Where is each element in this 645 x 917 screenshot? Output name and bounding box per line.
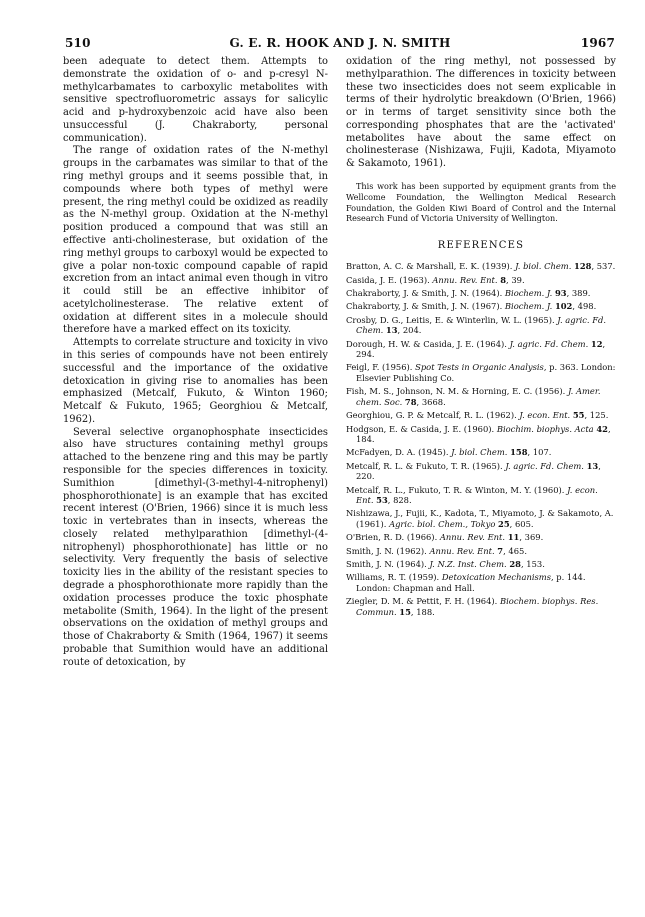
reference-pages: , p. 363. London: Elsevier Publishing Co. (356, 362, 616, 383)
reference-entry (346, 362, 616, 383)
reference-pages: , 294. (356, 338, 606, 360)
reference-authors: Metcalf, R. L. & Fukuto, T. R. (1965). (346, 460, 503, 471)
reference-journal: J. econ. Ent. (356, 484, 598, 505)
reference-volume: 13 (385, 325, 398, 336)
reference-journal: Annu. Rev. Ent. (429, 545, 495, 556)
reference-pages: , 188. (410, 606, 435, 617)
reference-entry (346, 288, 616, 298)
reference-authors: Crosby, D. G., Leitis, E. & Winterlin, W. L. (1965). (346, 314, 555, 325)
reference-entry (346, 410, 616, 420)
references-list (346, 261, 616, 617)
reference-pages: , 465. (503, 545, 527, 556)
reference-entry (346, 596, 616, 617)
reference-volume: 158 (510, 447, 528, 458)
reference-volume: 128 (574, 261, 592, 272)
reference-authors: Smith, J. N. (1964). (346, 558, 427, 569)
reference-pages: , 153. (520, 558, 545, 569)
reference-pages: , 537. (591, 261, 616, 272)
reference-entry (346, 315, 616, 336)
reference-authors: Casida, J. E. (1963). (346, 274, 430, 285)
body-paragraph: The range of oxidation rates of the N-methyl groups in the carbamates was similar to that of the ring methyl groups and it seems possible that, in compounds where both types of methyl were present, the ring methyl could be oxidized as readily as the N-methyl group. Oxidation at the N-methyl position produced a compound that was still an effective anti-cholinesterase, but oxidation of the ring methyl groups to carboxyl would be expected to give a polar non-toxic compound capable of rapid excretion from an intact animal even though in vitro it could still be an effective inhibitor of acetylcholinesterase. The relative extent of oxidation at different sites in a molecule should therefore have a marked effect on its toxicity. (63, 145, 328, 336)
running-header (65, 36, 615, 52)
reference-journal: Biochem. J. (504, 288, 553, 299)
reference-pages: , 828. (387, 494, 412, 505)
reference-authors: Bratton, A. C. & Marshall, E. K. (1939). (346, 261, 513, 272)
reference-journal: J. econ. Ent. (519, 410, 571, 421)
reference-pages: , 184. (356, 423, 611, 444)
reference-volume: 53 (376, 494, 388, 505)
publication-year: 1967 (580, 36, 615, 50)
reference-journal: J. agric. Fd. Chem. (505, 460, 584, 471)
reference-pages: , 107. (527, 447, 552, 458)
reference-pages: , p. 144. London: Chapman and Hall. (356, 572, 586, 593)
reference-journal: Spot Tests in Organic Analysis (415, 362, 544, 373)
reference-authors: Ziegler, D. M. & Pettit, F. H. (1964). (346, 596, 498, 607)
reference-volume: 28 (509, 558, 521, 569)
reference-journal: Biochem. biophys. Res. Commun. (356, 596, 599, 617)
reference-pages: , 498. (572, 301, 597, 312)
reference-entry (346, 559, 616, 569)
reference-volume: 78 (404, 396, 417, 407)
reference-volume: 25 (498, 518, 510, 529)
reference-journal: Biochim. biophys. Acta (496, 423, 594, 434)
body-paragraph: Attempts to correlate structure and toxicity in vivo in this series of compounds have not been entirely successful and the importance of the oxidative detoxication in giving rise to anomalies has been emphasized (Metcalf, Fukuto, & Winton 1960; Metcalf & Fukuto, 1965; Georghiou & Metcalf, 1962). (63, 337, 328, 425)
reference-authors: Metcalf, R. L., Fukuto, T. R. & Winton, M. Y. (1960). (346, 484, 565, 495)
reference-entry (346, 261, 616, 271)
reference-entry (346, 301, 616, 311)
running-title: G. E. R. HOOK AND J. N. SMITH (229, 36, 451, 50)
reference-volume: 12 (590, 338, 603, 349)
reference-volume: 13 (586, 460, 599, 471)
reference-entry (346, 572, 616, 593)
reference-authors: Williams, R. T. (1959). (346, 572, 440, 583)
reference-journal: Annu. Rev. Ent. (439, 532, 506, 543)
reference-authors: Nishizawa, J., Fujii, K., Kadota, T., Miyamoto, J. & Sakamoto, A. (1961). (346, 508, 614, 529)
reference-pages: , 389. (566, 288, 591, 299)
body-paragraph: oxidation of the ring methyl, not possessed by methylparathion. The differences in toxicity between these two insecticides does not seem explicable in terms of their hydrolytic breakdown (O'Brien, 1966) or in terms of target sensitivity since both the corresponding phosphates that are the 'activated' metabolites have about the same effect on cholinesterase (Nishizawa, Fujii, Kadota, Miyamoto & Sakamoto, 1961). (346, 56, 616, 170)
reference-journal: Biochem. J. (504, 301, 553, 312)
reference-authors: McFadyen, D. A. (1945). (346, 447, 449, 458)
reference-volume: 7 (497, 545, 504, 556)
reference-journal: Annu. Rev. Ent. (432, 274, 498, 285)
body-paragraph: been adequate to detect them. Attempts to demonstrate the oxidation of o- and p-cresyl N-methylcarbamates to carboxylic metabolites with sensitive spectrofluorometric assays for salicylic acid and p-hydroxybenzoic acid have also been unsuccessful (J. Chakraborty, personal communication). (63, 56, 328, 144)
reference-volume: 8 (500, 274, 507, 285)
reference-authors: Feigl, F. (1956). (346, 362, 413, 373)
reference-journal: Detoxication Mechanisms (441, 572, 551, 583)
reference-authors: Chakraborty, J. & Smith, J. N. (1967). (346, 301, 503, 312)
reference-entry (346, 485, 616, 506)
reference-pages: , 3668. (416, 396, 446, 407)
reference-authors: Smith, J. N. (1962). (346, 545, 427, 556)
reference-volume: 93 (554, 288, 567, 299)
reference-authors: Dorough, H. W. & Casida, J. E. (1964). (346, 338, 507, 349)
reference-volume: 11 (507, 532, 520, 543)
reference-authors: Chakraborty, J. & Smith, J. N. (1964). (346, 288, 503, 299)
reference-pages: , 605. (509, 518, 534, 529)
acknowledgement: This work has been supported by equipment grants from the Wellcome Foundation, the Wellington Medical Research Foundation, the Golden Kiwi Board of Control and the Internal Research Fund of Victoria University of Wellington. (346, 181, 616, 224)
reference-entry (346, 532, 616, 542)
reference-volume: 42 (596, 423, 608, 434)
reference-entry (346, 339, 616, 360)
reference-authors: O'Brien, R. D. (1966). (346, 532, 438, 543)
right-column (346, 56, 616, 620)
left-column (63, 56, 328, 670)
reference-entry (346, 424, 616, 445)
reference-pages: , 369. (519, 532, 544, 543)
reference-volume: 15 (399, 606, 411, 617)
reference-journal: J. agric. Fd. Chem. (509, 338, 589, 349)
reference-entry (346, 461, 616, 482)
reference-entry (346, 275, 616, 285)
reference-pages: , 125. (584, 410, 609, 421)
reference-volume: 55 (572, 410, 585, 421)
reference-journal: Agric. biol. Chem., Tokyo (389, 518, 496, 529)
reference-authors: Fish, M. S., Johnson, N. M. & Horning, E. C. (1956). (346, 386, 566, 397)
reference-journal: J. agric. Fd. Chem. (356, 314, 606, 336)
reference-entry (346, 386, 616, 407)
body-paragraph: Several selective organophosphate insecticides also have structures containing methyl groups attached to the benzene ring and this may be partly responsible for the species differences in toxicity. Sumithion [dimethyl-(3-methyl-4-nitrophenyl) phosphorothionate] is an example that has excited recent interest (O'Brien, 1966) since it is much less toxic in vertebrates than in insects, whereas the closely related methylparathion [dimethyl-(4-nitrophenyl) phosphorothionate] has little or no selectivity. Very frequently the basis of selective toxicity lies in the ability of the resistant species to degrade a phosphorothionate more rapidly than the oxidation processes produce the toxic phosphate metabolite (Smith, 1964). In the light of the present observations on the oxidation of methyl groups and those of Chakraborty & Smith (1964, 1967) it seems probable that Sumithion would have an additional route of detoxication, by (63, 426, 328, 668)
reference-pages: , 39. (506, 274, 525, 285)
reference-entry (346, 508, 616, 529)
reference-authors: Hodgson, E. & Casida, J. E. (1960). (346, 423, 495, 434)
reference-journal: J. biol. Chem. (451, 447, 508, 458)
reference-entry (346, 546, 616, 556)
page-number: 510 (65, 36, 91, 50)
reference-pages: , 204. (397, 325, 422, 336)
reference-journal: J. biol. Chem. (515, 261, 572, 272)
reference-authors: Georghiou, G. P. & Metcalf, R. L. (1962). (346, 410, 517, 421)
reference-volume: 102 (554, 301, 573, 312)
reference-entry (346, 447, 616, 457)
reference-pages: , 220. (356, 460, 601, 482)
reference-journal: J. N.Z. Inst. Chem. (429, 558, 507, 569)
reference-journal: J. Amer. chem. Soc. (356, 386, 601, 407)
references-heading: REFERENCES (437, 240, 525, 252)
